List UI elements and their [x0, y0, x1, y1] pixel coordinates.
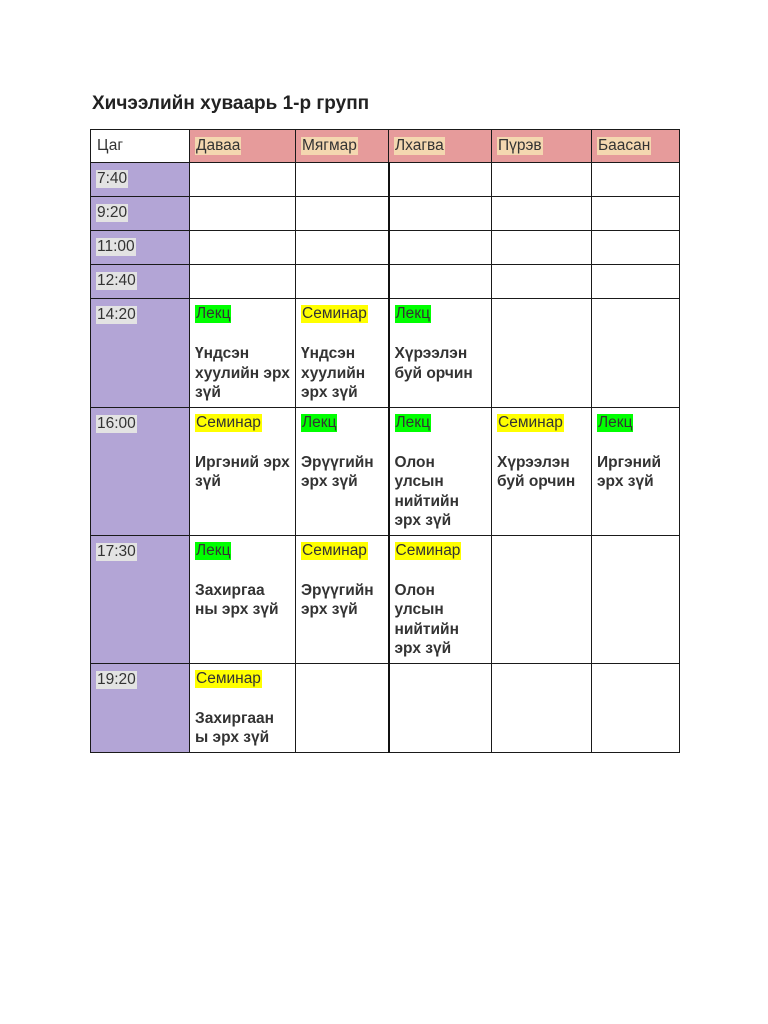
lesson-entry: [190, 408, 295, 496]
schedule-cell: [190, 407, 296, 535]
lesson-entry: [296, 536, 388, 624]
lesson-type-label: Лекц: [196, 541, 231, 559]
schedule-cell: [296, 197, 389, 231]
schedule-cell: [592, 663, 680, 752]
time-cell: [91, 197, 190, 231]
header-time: [91, 130, 190, 163]
schedule-cell: [296, 535, 389, 663]
schedule-row: [91, 535, 680, 663]
schedule-cell: [190, 197, 296, 231]
schedule-cell: [389, 663, 492, 752]
lesson-type-label: Лекц: [598, 413, 633, 431]
time-cell: [91, 231, 190, 265]
schedule-cell: [190, 265, 296, 299]
lesson-type-label: Лекц: [395, 305, 430, 322]
header-day-wednesday: [389, 130, 492, 163]
header-day-tuesday: [296, 130, 389, 163]
schedule-cell: [296, 163, 389, 197]
time-cell: [91, 163, 190, 197]
lesson-type-label: Семинар: [395, 541, 461, 559]
time-label: 17:30: [97, 542, 136, 560]
schedule-cell: [492, 535, 592, 663]
header-row: [91, 130, 680, 163]
schedule-cell: [492, 265, 592, 299]
time-label: 14:20: [97, 306, 136, 323]
lesson-subject: Олон улсын нийтийн эрх зүй: [394, 453, 459, 529]
lesson-type-label: Семинар: [302, 541, 367, 559]
lesson-subject: Хүрээлэн буй орчин: [394, 345, 473, 382]
schedule-cell: [190, 231, 296, 265]
schedule-cell: [389, 299, 492, 408]
header-day-thursday: [492, 130, 592, 163]
schedule-cell: [389, 407, 492, 535]
time-cell: [91, 535, 190, 663]
schedule-cell: [389, 265, 492, 299]
lesson-subject: Эрүүгийн эрх зүй: [301, 581, 374, 618]
schedule-cell: [592, 299, 680, 408]
schedule-cell: [592, 197, 680, 231]
header-day-label: Лхагва: [395, 137, 444, 154]
lesson-subject: Хүрээлэн буй орчин: [497, 453, 576, 490]
schedule-row: [91, 299, 680, 408]
lesson-subject: Эрүүгийн эрх зүй: [301, 453, 374, 490]
lesson-subject: Үндсэн хуулийн эрх зүй: [195, 345, 290, 401]
schedule-row: [91, 231, 680, 265]
lesson-type-label: Семинар: [196, 413, 261, 431]
page-title: Хичээлийн хуваарь 1-р групп: [92, 93, 370, 114]
lesson-type-label: Семинар: [196, 669, 261, 687]
schedule-cell: [492, 407, 592, 535]
schedule-cell: [389, 535, 492, 663]
lesson-entry: [296, 408, 388, 496]
lesson-type-label: Лекц: [196, 305, 231, 322]
lesson-subject: Иргэний эрх зүй: [597, 453, 662, 490]
schedule-cell: [492, 163, 592, 197]
schedule-cell: [190, 535, 296, 663]
lesson-entry: [492, 408, 591, 496]
lesson-entry: [390, 299, 492, 387]
time-label: 7:40: [97, 170, 128, 187]
header-day-friday: [592, 130, 680, 163]
time-label: 19:20: [97, 670, 136, 688]
schedule-cell: [492, 663, 592, 752]
schedule-cell: [190, 663, 296, 752]
schedule-cell: [190, 163, 296, 197]
schedule-cell: [296, 407, 389, 535]
schedule-cell: [389, 163, 492, 197]
schedule-cell: [592, 231, 680, 265]
lesson-type-label: Семинар: [498, 413, 563, 431]
lesson-type-label: Лекц: [302, 413, 337, 431]
lesson-entry: [190, 299, 295, 407]
time-cell: [91, 407, 190, 535]
header-day-label: Мягмар: [302, 137, 357, 154]
lesson-entry: [592, 408, 679, 496]
time-cell: [91, 299, 190, 408]
schedule-cell: [296, 663, 389, 752]
schedule-cell: [592, 535, 680, 663]
lesson-entry: [190, 536, 295, 624]
schedule-cell: [190, 299, 296, 408]
schedule-row: [91, 663, 680, 752]
time-label: 9:20: [97, 204, 128, 221]
lesson-entry: [190, 664, 295, 752]
lesson-subject: Олон улсын нийтийн эрх зүй: [394, 581, 459, 657]
schedule-cell: [592, 265, 680, 299]
schedule-table: [90, 129, 680, 753]
lesson-type-label: Лекц: [395, 413, 430, 431]
lesson-subject: Захиргаа ны эрх зүй: [195, 581, 279, 618]
schedule-cell: [492, 197, 592, 231]
schedule-cell: [389, 197, 492, 231]
time-label: 12:40: [97, 272, 136, 289]
schedule-body: [91, 163, 680, 753]
lesson-entry: [390, 408, 492, 535]
schedule-row: [91, 265, 680, 299]
time-label: 11:00: [97, 238, 135, 255]
header-day-label: Пүрэв: [498, 137, 542, 154]
schedule-cell: [492, 299, 592, 408]
schedule-cell: [389, 231, 492, 265]
schedule-cell: [592, 407, 680, 535]
schedule-cell: [296, 265, 389, 299]
schedule-row: [91, 163, 680, 197]
header-day-label: Баасан: [598, 137, 651, 154]
time-label: 16:00: [97, 414, 136, 432]
schedule-cell: [592, 163, 680, 197]
lesson-type-label: Семинар: [302, 305, 367, 322]
lesson-subject: Иргэний эрх зүй: [195, 453, 290, 490]
lesson-entry: [296, 299, 388, 407]
schedule-cell: [492, 231, 592, 265]
schedule-row: [91, 407, 680, 535]
lesson-subject: Захиргаан ы эрх зүй: [195, 709, 275, 746]
header-time-label: Цаг: [97, 137, 124, 154]
schedule-cell: [296, 231, 389, 265]
time-cell: [91, 265, 190, 299]
schedule-row: [91, 197, 680, 231]
lesson-entry: [390, 536, 492, 663]
lesson-subject: Үндсэн хуулийн эрх зүй: [301, 345, 366, 401]
header-day-label: Даваа: [196, 137, 241, 154]
time-cell: [91, 663, 190, 752]
header-day-monday: [190, 130, 296, 163]
schedule-cell: [296, 299, 389, 408]
